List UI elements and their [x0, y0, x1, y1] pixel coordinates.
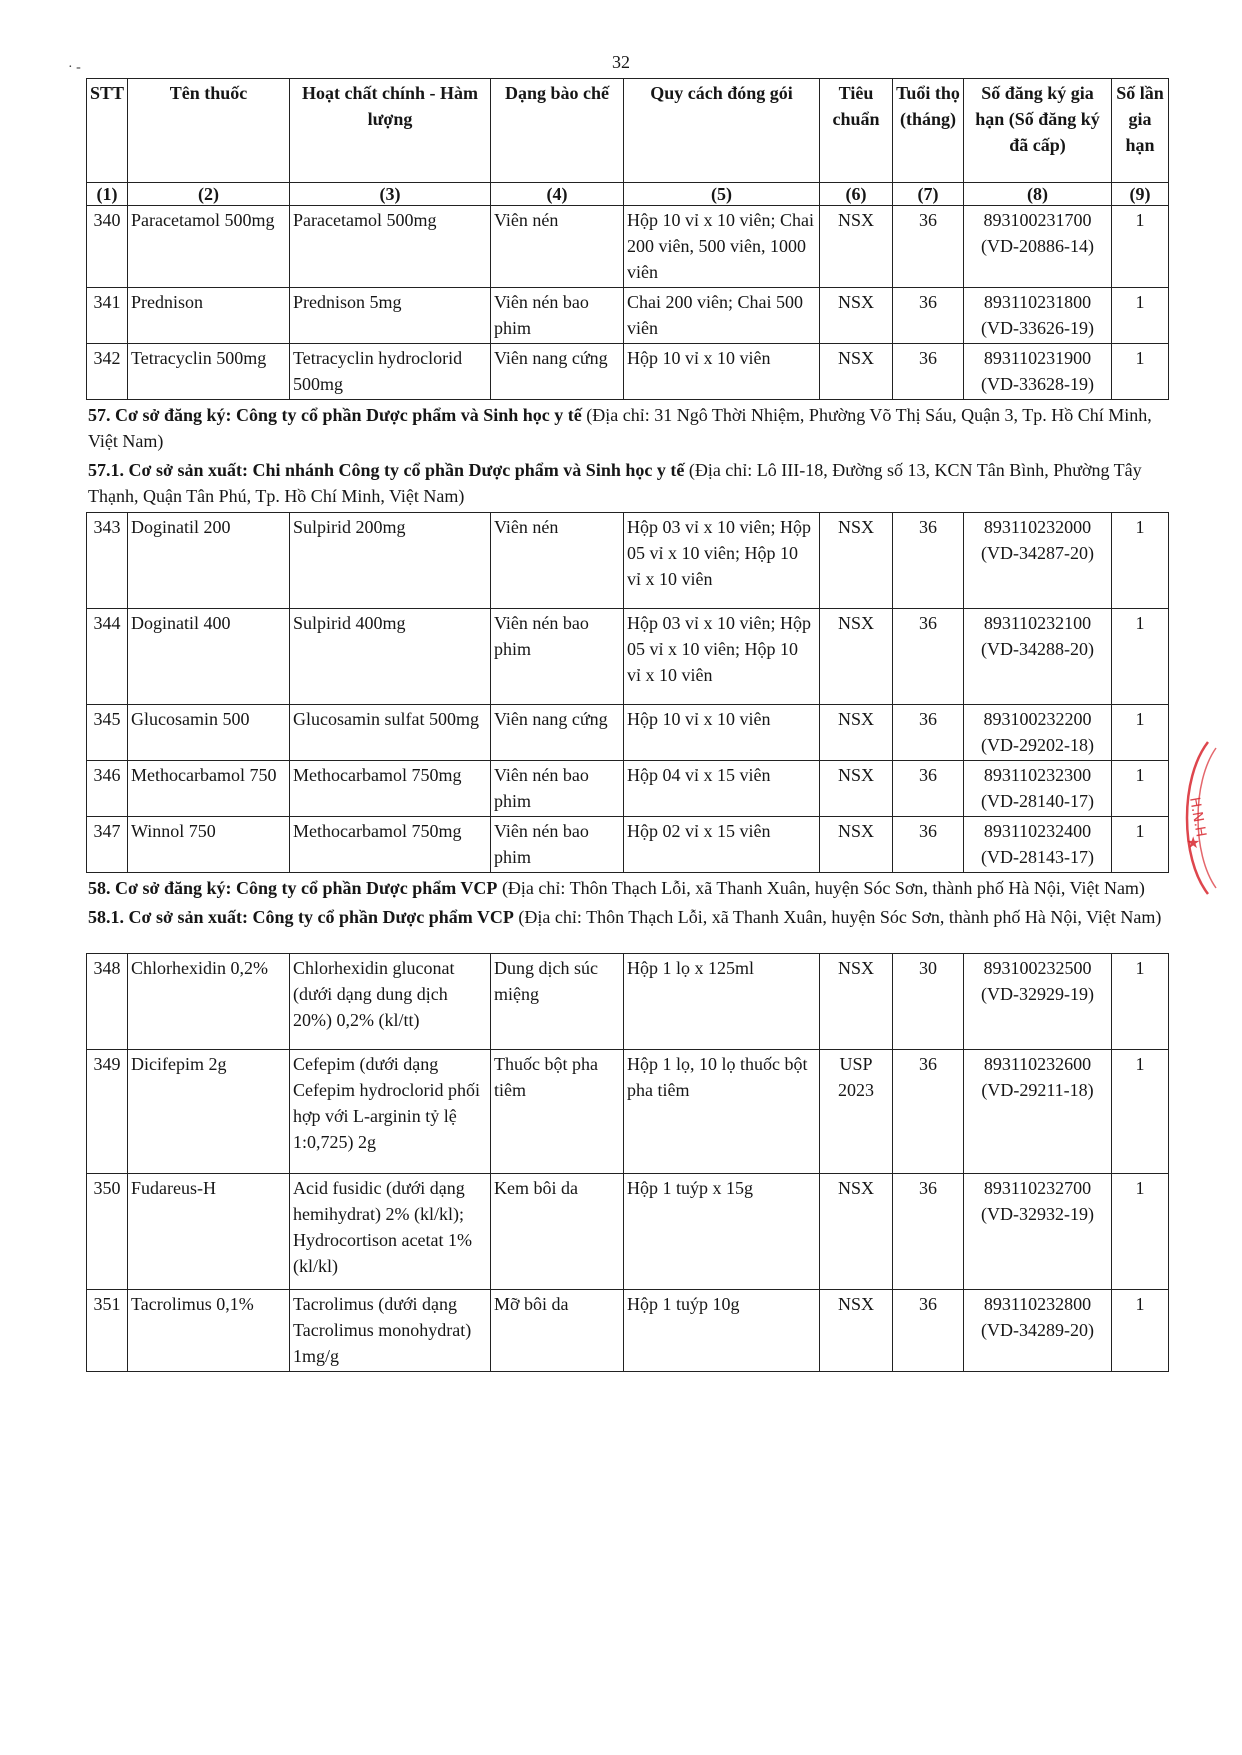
scan-mark: · - — [68, 60, 81, 75]
shelf-life: 36 — [893, 1290, 964, 1372]
table-row — [87, 705, 1169, 761]
column-index: (1) — [87, 183, 128, 206]
column-index: (6) — [820, 183, 893, 206]
packing-spec: Hộp 1 tuýp 10g — [624, 1290, 820, 1372]
packing-spec: Hộp 10 vỉ x 10 viên — [624, 344, 820, 400]
drug-name: Tetracyclin 500mg — [128, 344, 290, 400]
renewal-count: 1 — [1112, 761, 1169, 817]
drug-name: Glucosamin 500 — [128, 705, 290, 761]
packing-spec: Hộp 10 vỉ x 10 viên — [624, 705, 820, 761]
row-number: 349 — [87, 1050, 128, 1174]
dosage-form: Mỡ bôi da — [491, 1290, 624, 1372]
packing-spec: Hộp 03 vỉ x 10 viên; Hộp 05 vỉ x 10 viên; Hộp 10 vỉ x 10 viên — [624, 513, 820, 609]
dosage-form: Viên nang cứng — [491, 344, 624, 400]
shelf-life: 36 — [893, 288, 964, 344]
renewal-count: 1 — [1112, 1050, 1169, 1174]
packing-spec: Hộp 1 lọ, 10 lọ thuốc bột pha tiêm — [624, 1050, 820, 1174]
quality-standard: NSX — [820, 761, 893, 817]
drug-name: Doginatil 400 — [128, 609, 290, 705]
new-registration-number: 893110231800 — [983, 292, 1092, 312]
section-57-1 — [86, 457, 1168, 509]
dosage-form: Viên nén bao phim — [491, 609, 624, 705]
column-header-stt: STT — [87, 79, 128, 183]
dosage-form: Viên nén bao phim — [491, 817, 624, 873]
renewal-count: 1 — [1112, 817, 1169, 873]
registration-number — [964, 1290, 1112, 1372]
section-58-address: (Địa chỉ: Thôn Thạch Lỗi, xã Thanh Xuân, huyện Sóc Sơn, thành phố Hà Nội, Việt Nam) — [501, 878, 1145, 898]
red-seal-stamp — [1160, 738, 1220, 898]
active-ingredient: Acid fusidic (dưới dạng hemihydrat) 2% (kl/kl); Hydrocortison acetat 1% (kl/kl) — [290, 1174, 491, 1290]
dosage-form: Dung dịch súc miệng — [491, 954, 624, 1050]
row-number: 342 — [87, 344, 128, 400]
renewal-count: 1 — [1112, 206, 1169, 288]
renewal-count: 1 — [1112, 344, 1169, 400]
active-ingredient: Tacrolimus (dưới dạng Tacrolimus monohydrat) 1mg/g — [290, 1290, 491, 1372]
column-index: (8) — [964, 183, 1112, 206]
active-ingredient: Chlorhexidin gluconat (dưới dạng dung dịch 20%) 0,2% (kl/tt) — [290, 954, 491, 1050]
row-number: 344 — [87, 609, 128, 705]
column-header-renewals: Số lần gia hạn — [1112, 79, 1169, 183]
old-registration-number: (VD-32929-19) — [981, 984, 1094, 1004]
drug-name: Paracetamol 500mg — [128, 206, 290, 288]
renewal-count: 1 — [1112, 288, 1169, 344]
section-58-1-address: (Địa chỉ: Thôn Thạch Lỗi, xã Thanh Xuân, huyện Sóc Sơn, thành phố Hà Nội, Việt Nam) — [518, 907, 1162, 927]
packing-spec: Hộp 03 vỉ x 10 viên; Hộp 05 vỉ x 10 viên; Hộp 10 vỉ x 10 viên — [624, 609, 820, 705]
column-index: (5) — [624, 183, 820, 206]
active-ingredient: Paracetamol 500mg — [290, 206, 491, 288]
old-registration-number: (VD-32932-19) — [981, 1204, 1094, 1224]
column-index: (3) — [290, 183, 491, 206]
section-58-1-heading: 58.1. Cơ sở sản xuất: Công ty cổ phần Dược phẩm VCP — [88, 907, 514, 927]
column-index: (2) — [128, 183, 290, 206]
table-row — [87, 609, 1169, 705]
column-header-standard: Tiêu chuẩn — [820, 79, 893, 183]
shelf-life: 36 — [893, 206, 964, 288]
section-58-heading: 58. Cơ sở đăng ký: Công ty cổ phần Dược phẩm VCP — [88, 878, 498, 898]
new-registration-number: 893110232700 — [983, 1178, 1092, 1198]
shelf-life: 36 — [893, 1174, 964, 1290]
packing-spec: Hộp 10 vỉ x 10 viên; Chai 200 viên, 500 viên, 1000 viên — [624, 206, 820, 288]
new-registration-number: 893110232000 — [983, 517, 1092, 537]
column-header-shelf-life: Tuổi thọ (tháng) — [893, 79, 964, 183]
packing-spec: Chai 200 viên; Chai 500 viên — [624, 288, 820, 344]
packing-spec: Hộp 02 vỉ x 15 viên — [624, 817, 820, 873]
row-number: 346 — [87, 761, 128, 817]
table-row — [87, 1174, 1169, 1290]
old-registration-number: (VD-28143-17) — [981, 847, 1094, 867]
table-row — [87, 206, 1169, 288]
table-row — [87, 513, 1169, 609]
drug-table-group2 — [86, 512, 1169, 873]
packing-spec: Hộp 04 vỉ x 15 viên — [624, 761, 820, 817]
quality-standard: NSX — [820, 705, 893, 761]
registration-number — [964, 705, 1112, 761]
active-ingredient: Cefepim (dưới dạng Cefepim hydroclorid phối hợp với L-arginin tỷ lệ 1:0,725) 2g — [290, 1050, 491, 1174]
registration-number — [964, 288, 1112, 344]
row-number: 340 — [87, 206, 128, 288]
registration-number — [964, 206, 1112, 288]
table-row — [87, 817, 1169, 873]
drug-table-group3 — [86, 953, 1169, 1372]
renewal-count: 1 — [1112, 609, 1169, 705]
row-number: 343 — [87, 513, 128, 609]
section-57 — [86, 402, 1168, 454]
registration-number — [964, 344, 1112, 400]
svg-text:★: ★ — [1186, 833, 1201, 852]
drug-name: Prednison — [128, 288, 290, 344]
drug-name: Dicifepim 2g — [128, 1050, 290, 1174]
old-registration-number: (VD-29211-18) — [981, 1080, 1094, 1100]
old-registration-number: (VD-34287-20) — [981, 543, 1094, 563]
drug-name: Chlorhexidin 0,2% — [128, 954, 290, 1050]
section-57-1-heading: 57.1. Cơ sở sản xuất: Chi nhánh Công ty cổ phần Dược phẩm và Sinh học y tế — [88, 460, 685, 480]
shelf-life: 36 — [893, 761, 964, 817]
active-ingredient: Tetracyclin hydroclorid 500mg — [290, 344, 491, 400]
new-registration-number: 893110232800 — [983, 1294, 1092, 1314]
table-row — [87, 288, 1169, 344]
table-row — [87, 954, 1169, 1050]
drug-table-group1 — [86, 78, 1169, 400]
table-row — [87, 761, 1169, 817]
document-body — [86, 78, 1168, 1372]
new-registration-number: 893110232600 — [983, 1054, 1092, 1074]
table-row — [87, 1290, 1169, 1372]
column-header-name: Tên thuốc — [128, 79, 290, 183]
dosage-form: Viên nén — [491, 206, 624, 288]
table-row — [87, 1050, 1169, 1174]
new-registration-number: 893110232300 — [983, 765, 1092, 785]
packing-spec: Hộp 1 tuýp x 15g — [624, 1174, 820, 1290]
dosage-form: Kem bôi da — [491, 1174, 624, 1290]
drug-name: Tacrolimus 0,1% — [128, 1290, 290, 1372]
shelf-life: 30 — [893, 954, 964, 1050]
column-header-ingredient: Hoạt chất chính - Hàm lượng — [290, 79, 491, 183]
registration-number — [964, 513, 1112, 609]
shelf-life: 36 — [893, 609, 964, 705]
quality-standard: NSX — [820, 344, 893, 400]
new-registration-number: 893100231700 — [983, 210, 1092, 230]
drug-name: Winnol 750 — [128, 817, 290, 873]
table-header-row — [87, 79, 1169, 183]
new-registration-number: 893100232500 — [983, 958, 1092, 978]
quality-standard: NSX — [820, 513, 893, 609]
section-57-1-address: (Địa chỉ: Lô III-18, Đường số 13, KCN Tân Bình, Phường Tây Thạnh, Quận Tân Phú, Tp. Hồ Chí Minh, Việt Nam) — [88, 460, 1142, 506]
old-registration-number: (VD-33628-19) — [981, 374, 1094, 394]
new-registration-number: 893110232400 — [983, 821, 1092, 841]
dosage-form: Thuốc bột pha tiêm — [491, 1050, 624, 1174]
packing-spec: Hộp 1 lọ x 125ml — [624, 954, 820, 1050]
active-ingredient: Glucosamin sulfat 500mg — [290, 705, 491, 761]
drug-name: Methocarbamol 750 — [128, 761, 290, 817]
registration-number — [964, 954, 1112, 1050]
registration-number — [964, 817, 1112, 873]
svg-text:H.N.H: H.N.H — [1186, 795, 1209, 839]
registration-number — [964, 1174, 1112, 1290]
shelf-life: 36 — [893, 513, 964, 609]
section-58 — [86, 875, 1168, 901]
column-header-reg-no: Số đăng ký gia hạn (Số đăng ký đã cấp) — [964, 79, 1112, 183]
registration-number — [964, 609, 1112, 705]
section-58-1 — [86, 904, 1168, 930]
active-ingredient: Sulpirid 400mg — [290, 609, 491, 705]
column-index: (9) — [1112, 183, 1169, 206]
renewal-count: 1 — [1112, 1290, 1169, 1372]
dosage-form: Viên nén — [491, 513, 624, 609]
shelf-life: 36 — [893, 817, 964, 873]
row-number: 350 — [87, 1174, 128, 1290]
column-index-row — [87, 183, 1169, 206]
row-number: 345 — [87, 705, 128, 761]
active-ingredient: Prednison 5mg — [290, 288, 491, 344]
quality-standard: NSX — [820, 288, 893, 344]
quality-standard: NSX — [820, 206, 893, 288]
section-57-address: (Địa chỉ: 31 Ngô Thời Nhiệm, Phường Võ Thị Sáu, Quận 3, Tp. Hồ Chí Minh, Việt Nam) — [88, 405, 1152, 451]
quality-standard: NSX — [820, 954, 893, 1050]
quality-standard: NSX — [820, 817, 893, 873]
column-header-packing: Quy cách đóng gói — [624, 79, 820, 183]
column-index: (4) — [491, 183, 624, 206]
renewal-count: 1 — [1112, 705, 1169, 761]
drug-name: Doginatil 200 — [128, 513, 290, 609]
dosage-form: Viên nang cứng — [491, 705, 624, 761]
old-registration-number: (VD-33626-19) — [981, 318, 1094, 338]
shelf-life: 36 — [893, 705, 964, 761]
drug-name: Fudareus-H — [128, 1174, 290, 1290]
dosage-form: Viên nén bao phim — [491, 288, 624, 344]
table-row — [87, 344, 1169, 400]
renewal-count: 1 — [1112, 1174, 1169, 1290]
registration-number — [964, 1050, 1112, 1174]
old-registration-number: (VD-34289-20) — [981, 1320, 1094, 1340]
new-registration-number: 893100232200 — [983, 709, 1092, 729]
row-number: 351 — [87, 1290, 128, 1372]
old-registration-number: (VD-28140-17) — [981, 791, 1094, 811]
column-header-form: Dạng bào chế — [491, 79, 624, 183]
section-57-heading: 57. Cơ sở đăng ký: Công ty cổ phần Dược phẩm và Sinh học y tế — [88, 405, 582, 425]
renewal-count: 1 — [1112, 954, 1169, 1050]
active-ingredient: Methocarbamol 750mg — [290, 761, 491, 817]
active-ingredient: Sulpirid 200mg — [290, 513, 491, 609]
quality-standard: NSX — [820, 1174, 893, 1290]
quality-standard: USP 2023 — [820, 1050, 893, 1174]
shelf-life: 36 — [893, 344, 964, 400]
page-number: 32 — [612, 52, 630, 72]
old-registration-number: (VD-20886-14) — [981, 236, 1094, 256]
old-registration-number: (VD-34288-20) — [981, 639, 1094, 659]
old-registration-number: (VD-29202-18) — [981, 735, 1094, 755]
quality-standard: NSX — [820, 609, 893, 705]
row-number: 341 — [87, 288, 128, 344]
row-number: 348 — [87, 954, 128, 1050]
renewal-count: 1 — [1112, 513, 1169, 609]
row-number: 347 — [87, 817, 128, 873]
new-registration-number: 893110232100 — [983, 613, 1092, 633]
dosage-form: Viên nén bao phim — [491, 761, 624, 817]
shelf-life: 36 — [893, 1050, 964, 1174]
new-registration-number: 893110231900 — [983, 348, 1092, 368]
column-index: (7) — [893, 183, 964, 206]
active-ingredient: Methocarbamol 750mg — [290, 817, 491, 873]
quality-standard: NSX — [820, 1290, 893, 1372]
registration-number — [964, 761, 1112, 817]
